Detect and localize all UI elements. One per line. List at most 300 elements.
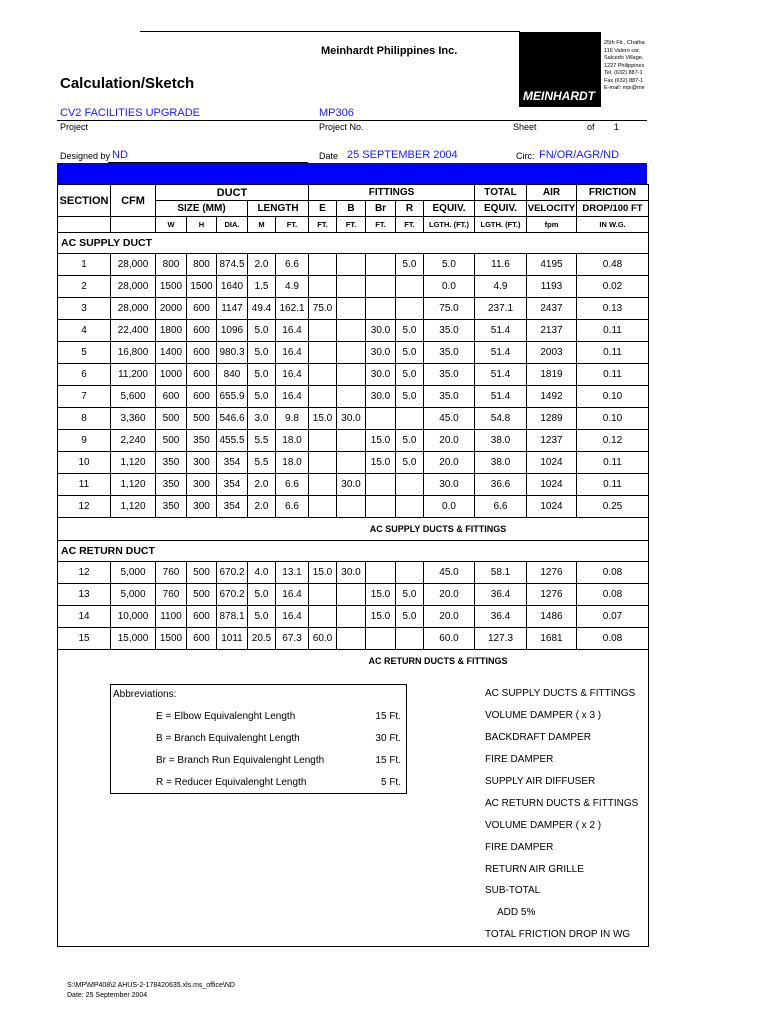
table-cell: 20.5 — [248, 628, 276, 650]
table-cell: 15.0 — [366, 452, 396, 474]
table-cell: 600 — [187, 342, 217, 364]
table-cell: 5.0 — [396, 364, 424, 386]
table-cell: 15.0 — [309, 562, 337, 584]
table-cell: 4.9 — [276, 276, 309, 298]
table-cell: 15.0 — [309, 408, 337, 430]
unit-e-ft: FT. — [309, 217, 337, 233]
of-label: of — [587, 122, 595, 132]
date-value: 25 SEPTEMBER 2004 — [347, 149, 458, 161]
summary-item: FIRE DAMPER — [485, 842, 554, 853]
table-cell: 5.0 — [396, 584, 424, 606]
table-row — [58, 452, 649, 474]
table-cell — [337, 452, 366, 474]
table-cell: 878.1 — [217, 606, 248, 628]
document-title: Calculation/Sketch — [60, 75, 195, 92]
table-cell: 3.0 — [248, 408, 276, 430]
table-cell: 20.0 — [424, 606, 475, 628]
abbreviation-text: Br = Branch Run Equivalenght Length — [156, 755, 325, 766]
table-cell: 4195 — [527, 254, 577, 276]
table-cell: 300 — [187, 496, 217, 518]
table-cell: 0.10 — [577, 408, 649, 430]
file-path: S:\MP\MP408\2 AHUS-2-178420635.xls.ms_office\ND — [67, 982, 235, 989]
col-r: R — [396, 201, 424, 217]
table-cell: 0.48 — [577, 254, 649, 276]
company-name: Meinhardt Philippines Inc. — [321, 45, 458, 57]
table-cell: 6.6 — [276, 496, 309, 518]
table-cell: 600 — [156, 386, 187, 408]
table-cell: 0.11 — [577, 320, 649, 342]
table-cell: 45.0 — [424, 408, 475, 430]
table-cell: 1.5 — [248, 276, 276, 298]
table-cell: 760 — [156, 562, 187, 584]
table-cell: 162.1 — [276, 298, 309, 320]
table-cell: 30.0 — [337, 408, 366, 430]
table-cell: 800 — [156, 254, 187, 276]
table-cell: 2 — [58, 276, 111, 298]
table-cell: 237.1 — [475, 298, 527, 320]
table-cell: 600 — [187, 386, 217, 408]
table-cell: 67.3 — [276, 628, 309, 650]
table-cell — [366, 628, 396, 650]
table-cell — [366, 474, 396, 496]
table-cell: 5 — [58, 342, 111, 364]
table-cell: 5.0 — [396, 452, 424, 474]
table-cell: 0.0 — [424, 496, 475, 518]
col-b: B — [337, 201, 366, 217]
project-no-value: MP306 — [319, 107, 354, 119]
col-fittings: FITTINGS — [309, 185, 475, 201]
table-cell: 350 — [156, 496, 187, 518]
table-row — [58, 276, 649, 298]
table-cell: 18.0 — [276, 430, 309, 452]
table-cell: 1 — [58, 254, 111, 276]
table-cell — [337, 254, 366, 276]
abbreviation-value: 15 Ft. — [375, 711, 401, 722]
table-cell: 15,000 — [111, 628, 156, 650]
table-cell: 2003 — [527, 342, 577, 364]
table-cell: 75.0 — [309, 298, 337, 320]
table-cell: 0.02 — [577, 276, 649, 298]
designed-by-label: Designed by — [60, 151, 111, 161]
return-section-row — [58, 541, 649, 562]
summary-item: ADD 5% — [497, 907, 536, 918]
col-equiv: EQUIV. — [424, 201, 475, 217]
table-cell: 1,120 — [111, 496, 156, 518]
table-cell — [309, 606, 337, 628]
duct-calculation-table — [57, 184, 649, 672]
unit-w: W — [156, 217, 187, 233]
summary-item: AC SUPPLY DUCTS & FITTINGS — [485, 688, 636, 699]
table-cell: 0.12 — [577, 430, 649, 452]
table-cell: 1681 — [527, 628, 577, 650]
project-no-label: Project No. — [319, 122, 364, 132]
table-cell: 2437 — [527, 298, 577, 320]
table-cell: 1024 — [527, 496, 577, 518]
project-label: Project — [60, 122, 89, 132]
table-cell: 6.6 — [475, 496, 527, 518]
table-cell: 5.5 — [248, 452, 276, 474]
header-row-units — [58, 217, 649, 233]
table-cell: 51.4 — [475, 320, 527, 342]
table-cell — [366, 496, 396, 518]
table-cell: 15.0 — [366, 584, 396, 606]
table-cell: 1500 — [156, 276, 187, 298]
table-cell: 1640 — [217, 276, 248, 298]
table-cell: 16.4 — [276, 386, 309, 408]
table-cell: 28,000 — [111, 298, 156, 320]
table-cell: 20.0 — [424, 584, 475, 606]
table-cell: 12 — [58, 562, 111, 584]
table-cell: 16,800 — [111, 342, 156, 364]
table-cell: 546.6 — [217, 408, 248, 430]
table-cell: 75.0 — [424, 298, 475, 320]
table-row — [58, 606, 649, 628]
return-note: AC RETURN DUCTS & FITTINGS — [58, 650, 649, 673]
abbreviation-text: R = Reducer Equivalenght Length — [156, 777, 307, 788]
table-cell: 0.0 — [424, 276, 475, 298]
table-row — [58, 386, 649, 408]
table-cell: 5.0 — [396, 254, 424, 276]
table-cell: 4.9 — [475, 276, 527, 298]
table-cell — [309, 386, 337, 408]
table-cell: 12 — [58, 496, 111, 518]
table-cell: 54.8 — [475, 408, 527, 430]
table-cell — [309, 276, 337, 298]
table-cell: 28,000 — [111, 276, 156, 298]
table-row — [58, 408, 649, 430]
table-cell: 1276 — [527, 562, 577, 584]
table-cell — [309, 496, 337, 518]
col-total-equiv: EQUIV. — [475, 201, 527, 217]
table-cell: 1486 — [527, 606, 577, 628]
unit-r-ft: FT. — [396, 217, 424, 233]
table-cell — [337, 606, 366, 628]
table-cell: 840 — [217, 364, 248, 386]
table-cell: 5.0 — [424, 254, 475, 276]
table-cell: 51.4 — [475, 386, 527, 408]
table-cell: 1400 — [156, 342, 187, 364]
table-cell: 18.0 — [276, 452, 309, 474]
table-cell — [309, 452, 337, 474]
table-cell — [337, 276, 366, 298]
table-cell: 15.0 — [366, 430, 396, 452]
table-cell: 1819 — [527, 364, 577, 386]
table-cell: 300 — [187, 452, 217, 474]
table-cell: 11 — [58, 474, 111, 496]
table-cell: 4 — [58, 320, 111, 342]
supply-note: AC SUPPLY DUCTS & FITTINGS — [58, 518, 649, 541]
supply-note-row — [58, 518, 649, 541]
table-cell: 500 — [187, 584, 217, 606]
table-cell: 6.6 — [276, 254, 309, 276]
abbreviation-value: 15 Ft. — [375, 755, 401, 766]
summary-item: TOTAL FRICTION DROP IN WG — [485, 929, 631, 940]
table-cell: 35.0 — [424, 364, 475, 386]
table-row — [58, 320, 649, 342]
table-cell — [396, 562, 424, 584]
table-cell: 58.1 — [475, 562, 527, 584]
table-cell: 1100 — [156, 606, 187, 628]
table-cell: 2.0 — [248, 474, 276, 496]
table-cell: 127.3 — [475, 628, 527, 650]
summary-item: SUPPLY AIR DIFFUSER — [485, 776, 596, 787]
table-cell: 36.4 — [475, 584, 527, 606]
table-cell: 655.9 — [217, 386, 248, 408]
table-cell: 354 — [217, 474, 248, 496]
table-cell: 16.4 — [276, 606, 309, 628]
table-cell: 5.0 — [396, 606, 424, 628]
table-cell — [309, 474, 337, 496]
table-cell: 5.0 — [396, 320, 424, 342]
table-row — [58, 562, 649, 584]
table-cell: 45.0 — [424, 562, 475, 584]
table-cell: 1500 — [156, 628, 187, 650]
table-cell: 9 — [58, 430, 111, 452]
abbreviation-value: 5 Ft. — [380, 777, 401, 788]
company-address: 25th Flr., Chatha 116 Valero cor. Salcedo Village, 1227 Philippines Tel. (632) 887-1 Fax (632) 887-1 E-mail: mpi@me — [604, 40, 645, 91]
col-velocity: VELOCITY — [527, 201, 577, 217]
table-cell: 5.5 — [248, 430, 276, 452]
table-cell: 350 — [156, 474, 187, 496]
table-cell: 0.08 — [577, 628, 649, 650]
table-cell — [366, 254, 396, 276]
header-row-1 — [58, 185, 649, 201]
table-cell: 5.0 — [248, 364, 276, 386]
table-cell — [309, 584, 337, 606]
unit-b-ft: FT. — [337, 217, 366, 233]
table-cell — [337, 496, 366, 518]
table-cell — [337, 386, 366, 408]
table-cell — [337, 320, 366, 342]
circ-value: FN/OR/AGR/ND — [539, 149, 620, 161]
col-e: E — [309, 201, 337, 217]
abbreviation-value: 30 Ft. — [375, 733, 401, 744]
table-cell: 2.0 — [248, 254, 276, 276]
table-cell: 1500 — [187, 276, 217, 298]
table-cell — [366, 276, 396, 298]
table-cell: 35.0 — [424, 342, 475, 364]
table-cell: 15 — [58, 628, 111, 650]
table-row — [58, 342, 649, 364]
table-cell: 22,400 — [111, 320, 156, 342]
unit-equiv-length: LGTH. (FT.) — [424, 217, 475, 233]
table-cell: 980.3 — [217, 342, 248, 364]
table-cell — [337, 584, 366, 606]
table-cell: 500 — [156, 430, 187, 452]
table-cell: 5.0 — [248, 342, 276, 364]
table-cell — [396, 628, 424, 650]
table-cell — [396, 298, 424, 320]
table-cell: 1011 — [217, 628, 248, 650]
return-rows — [58, 562, 649, 650]
table-cell: 5.0 — [248, 584, 276, 606]
table-cell: 354 — [217, 452, 248, 474]
table-cell: 30.0 — [366, 342, 396, 364]
table-cell: 0.25 — [577, 496, 649, 518]
file-footer — [67, 981, 235, 1001]
supply-section-title: AC SUPPLY DUCT — [58, 233, 649, 254]
table-cell: 13 — [58, 584, 111, 606]
table-cell — [366, 408, 396, 430]
table-cell: 3,360 — [111, 408, 156, 430]
table-cell: 0.11 — [577, 474, 649, 496]
table-cell: 5,000 — [111, 562, 156, 584]
col-drop: DROP/100 FT — [577, 201, 649, 217]
table-cell: 2.0 — [248, 496, 276, 518]
return-section-title: AC RETURN DUCT — [58, 541, 649, 562]
table-row — [58, 584, 649, 606]
table-cell: 1492 — [527, 386, 577, 408]
abbreviations-title: Abbreviations: — [113, 689, 177, 700]
table-cell — [309, 364, 337, 386]
table-cell: 874.5 — [217, 254, 248, 276]
table-cell: 1237 — [527, 430, 577, 452]
table-cell: 8 — [58, 408, 111, 430]
table-cell: 30.0 — [337, 474, 366, 496]
table-cell: 350 — [156, 452, 187, 474]
footer-date: Date: 25 September 2004 — [67, 992, 148, 999]
table-cell — [366, 298, 396, 320]
table-cell: 0.10 — [577, 386, 649, 408]
unit-ft: FT. — [276, 217, 309, 233]
table-cell — [337, 430, 366, 452]
table-cell: 30.0 — [366, 386, 396, 408]
table-cell: 16.4 — [276, 364, 309, 386]
table-cell: 600 — [187, 364, 217, 386]
table-cell: 2137 — [527, 320, 577, 342]
table-cell — [337, 298, 366, 320]
table-cell: 1193 — [527, 276, 577, 298]
table-cell: 16.4 — [276, 342, 309, 364]
table-cell: 30.0 — [424, 474, 475, 496]
designed-by-value: ND — [112, 149, 128, 161]
table-cell: 5,600 — [111, 386, 156, 408]
table-cell: 4.0 — [248, 562, 276, 584]
table-cell: 13.1 — [276, 562, 309, 584]
table-cell: 670.2 — [217, 584, 248, 606]
table-cell: 455.5 — [217, 430, 248, 452]
table-cell: 500 — [187, 408, 217, 430]
table-cell: 760 — [156, 584, 187, 606]
col-section: SECTION — [58, 185, 111, 217]
col-cfm: CFM — [111, 185, 156, 217]
table-cell: 11,200 — [111, 364, 156, 386]
logo-wordmark: MEINHARDT — [523, 89, 595, 103]
table-cell: 0.11 — [577, 452, 649, 474]
table-cell: 49.4 — [248, 298, 276, 320]
table-cell: 1024 — [527, 452, 577, 474]
table-cell: 11.6 — [475, 254, 527, 276]
table-cell: 30.0 — [337, 562, 366, 584]
unit-fpm: fpm — [527, 217, 577, 233]
table-row — [58, 298, 649, 320]
abbreviations-box — [110, 684, 407, 794]
table-cell: 51.4 — [475, 342, 527, 364]
table-cell: 500 — [156, 408, 187, 430]
table-cell: 350 — [187, 430, 217, 452]
table-cell: 5.0 — [248, 386, 276, 408]
table-cell: 1800 — [156, 320, 187, 342]
table-cell: 38.0 — [475, 430, 527, 452]
col-friction: FRICTION — [577, 185, 649, 201]
table-cell: 1,120 — [111, 474, 156, 496]
table-cell: 5,000 — [111, 584, 156, 606]
summary-item: VOLUME DAMPER ( x 2 ) — [485, 820, 602, 831]
col-size: SIZE (MM) — [156, 201, 248, 217]
table-cell: 600 — [187, 298, 217, 320]
table-cell — [337, 628, 366, 650]
table-cell: 600 — [187, 606, 217, 628]
table-cell: 20.0 — [424, 452, 475, 474]
col-duct: DUCT — [156, 185, 309, 201]
table-cell: 800 — [187, 254, 217, 276]
table-cell: 9.8 — [276, 408, 309, 430]
company-logo — [519, 32, 601, 107]
table-cell — [337, 364, 366, 386]
table-cell: 354 — [217, 496, 248, 518]
table-cell: 36.6 — [475, 474, 527, 496]
table-cell: 16.4 — [276, 320, 309, 342]
table-cell: 6 — [58, 364, 111, 386]
unit-h: H — [187, 217, 217, 233]
table-cell: 1147 — [217, 298, 248, 320]
table-cell — [309, 342, 337, 364]
table-cell: 1000 — [156, 364, 187, 386]
table-cell: 0.13 — [577, 298, 649, 320]
unit-inwg: IN W.G. — [577, 217, 649, 233]
col-br: Br — [366, 201, 396, 217]
table-row — [58, 254, 649, 276]
table-cell: 10,000 — [111, 606, 156, 628]
table-cell: 60.0 — [424, 628, 475, 650]
table-cell: 14 — [58, 606, 111, 628]
table-cell — [337, 342, 366, 364]
unit-br-ft: FT. — [366, 217, 396, 233]
table-cell: 20.0 — [424, 430, 475, 452]
table-cell — [396, 496, 424, 518]
table-cell: 600 — [187, 628, 217, 650]
col-total: TOTAL — [475, 185, 527, 201]
table-cell: 38.0 — [475, 452, 527, 474]
table-cell: 1289 — [527, 408, 577, 430]
table-cell: 16.4 — [276, 584, 309, 606]
table-cell: 0.11 — [577, 364, 649, 386]
table-cell: 2,240 — [111, 430, 156, 452]
table-cell: 1276 — [527, 584, 577, 606]
sheet-label: Sheet — [513, 122, 537, 132]
table-cell: 15.0 — [366, 606, 396, 628]
supply-section-row — [58, 233, 649, 254]
table-cell: 2000 — [156, 298, 187, 320]
table-cell: 28,000 — [111, 254, 156, 276]
table-cell: 10 — [58, 452, 111, 474]
table-cell: 7 — [58, 386, 111, 408]
supply-rows — [58, 254, 649, 518]
table-cell: 0.07 — [577, 606, 649, 628]
table-row — [58, 430, 649, 452]
table-cell: 36.4 — [475, 606, 527, 628]
table-row — [58, 496, 649, 518]
table-cell: 1,120 — [111, 452, 156, 474]
table-cell: 5.0 — [248, 320, 276, 342]
header-band — [57, 163, 647, 184]
table-cell — [396, 474, 424, 496]
table-cell: 5.0 — [396, 386, 424, 408]
table-cell: 1024 — [527, 474, 577, 496]
table-cell: 300 — [187, 474, 217, 496]
table-cell: 1096 — [217, 320, 248, 342]
table-cell: 3 — [58, 298, 111, 320]
